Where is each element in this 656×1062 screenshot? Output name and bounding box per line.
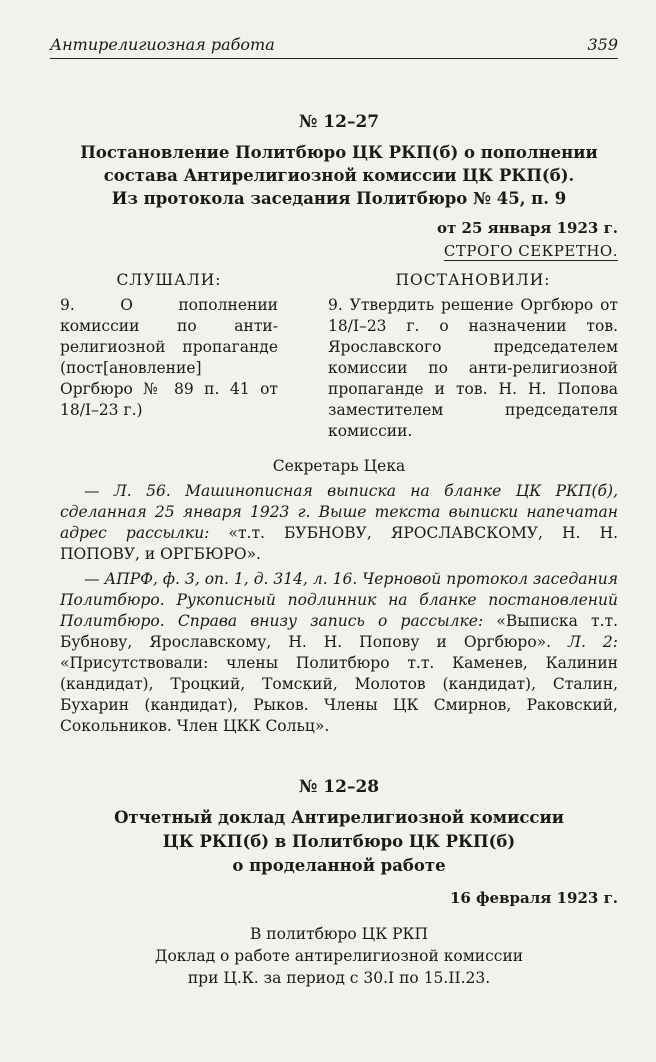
doc2-title-line: о проделанной работе bbox=[232, 856, 446, 875]
doc2-date: 16 февраля 1923 г. bbox=[449, 889, 618, 907]
note2-italic-b: Л. 2: bbox=[551, 633, 618, 651]
heard-text: 9. О пополнении комиссии по анти-религиозной пропаганде (пост[ановление] Оргбюро № 89 п. 41 от 18/I–23 г.) bbox=[60, 296, 278, 419]
archival-note-2 bbox=[60, 569, 618, 737]
archival-note-1 bbox=[60, 481, 618, 565]
classification-text: СТРОГО СЕКРЕТНО. bbox=[443, 242, 618, 260]
page-content bbox=[60, 112, 618, 989]
doc2-number: № 12–28 bbox=[298, 777, 380, 797]
doc1-title-line: состава Антирелигиозной комиссии ЦК РКП(б). bbox=[103, 166, 575, 185]
heard-heading: СЛУШАЛИ: bbox=[116, 271, 222, 289]
note2-upright-a: «Выписка т.т. Бубнову, Ярославскому, Н. Н. Попову и Оргбюро». bbox=[60, 612, 619, 651]
decided-heading: ПОСТАНОВИЛИ: bbox=[395, 271, 551, 289]
note1-upright: «т.т. БУБНОВУ, ЯРОСЛАВСКОМУ, Н. Н. ПОПОВУ, и ОРГБЮРО». bbox=[60, 524, 619, 563]
doc2-title-line: Отчетный доклад Антирелигиозной комиссии bbox=[114, 808, 564, 827]
doc1-title-line: Постановление Политбюро ЦК РКП(б) о пополнении bbox=[80, 143, 598, 162]
decided-text: 9. Утвердить решение Оргбюро от 18/I–23 г. о назначении тов. Ярославского председателем комиссии по анти-религиозной пропаганде и тов. Н. Н. Попова заместителем председателя комиссии. bbox=[328, 296, 618, 440]
doc1-date: от 25 января 1923 г. bbox=[437, 219, 618, 237]
note1-italic: — Л. 56. Машинописная выписка на бланке ЦК РКП(б), сделанная 25 января 1923 г. Выше текста выписки напечатан адрес рассылки: bbox=[60, 482, 618, 542]
protocol-columns bbox=[60, 270, 618, 442]
signer: Секретарь Цека bbox=[272, 457, 406, 475]
address-line: Доклад о работе антирелигиозной комиссии bbox=[154, 947, 524, 965]
note2-upright-b: «Присутствовали: члены Политбюро т.т. Каменев, Калинин (кандидат), Троцкий, Томский, Молотов (кандидат), Сталин, Бухарин (кандидат), Рыков. Члены ЦК Смирнов, Раковский, Сокольников. Член ЦКК Сольц». bbox=[60, 654, 618, 735]
classification-mark bbox=[60, 241, 618, 262]
doc2-address-block bbox=[60, 923, 618, 989]
decided-column bbox=[328, 270, 618, 442]
note2-italic-a: — АПРФ, ф. 3, оп. 1, д. 314, л. 16. Черновой протокол заседания Политбюро. Рукописный подлинник на бланке постановлений Политбюро. Справа внизу запись о рассылке: bbox=[60, 570, 618, 630]
doc1-number: № 12–27 bbox=[298, 112, 380, 132]
address-line: В политбюро ЦК РКП bbox=[249, 925, 429, 943]
page-number: 359 bbox=[587, 35, 618, 54]
doc2-title bbox=[60, 806, 618, 878]
doc1-title-line: Из протокола заседания Политбюро № 45, п. 9 bbox=[111, 189, 567, 208]
section-title: Антирелигиозная работа bbox=[50, 35, 275, 54]
doc2-title-line: ЦК РКП(б) в Политбюро ЦК РКП(б) bbox=[162, 832, 516, 851]
running-header bbox=[50, 35, 618, 59]
heard-column bbox=[60, 270, 278, 442]
address-line: при Ц.К. за период с 30.I по 15.II.23. bbox=[187, 969, 491, 987]
doc1-title bbox=[60, 141, 618, 210]
